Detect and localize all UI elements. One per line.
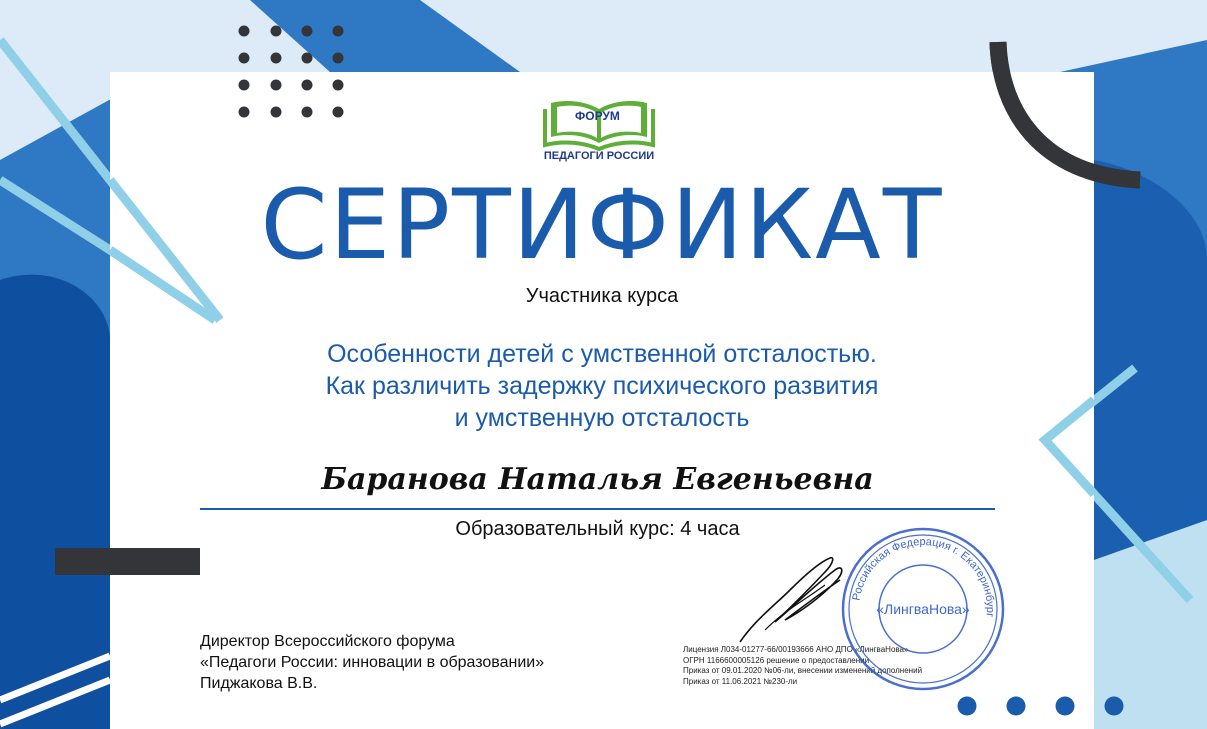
director-signature-block <box>200 631 544 694</box>
license-line: Приказ от 11.06.2021 №230-ли <box>683 676 798 686</box>
course-title-line: Как различить задержку психического развития <box>325 372 879 400</box>
course-title <box>110 338 1094 434</box>
logo-forum-text: ФОРУМ <box>575 109 620 123</box>
certificate-title: СЕРТИФИКАТ <box>260 169 944 281</box>
license-line: ОГРН 1166600005126 решение о предоставлении <box>683 655 870 665</box>
recipient-name: Баранова Наталья Евгеньевна <box>321 462 874 497</box>
course-hours: Образовательный курс: 4 часа <box>455 518 740 540</box>
certificate-subtitle: Участника курса <box>525 285 679 307</box>
course-title-line: и умственную отсталость <box>454 404 750 432</box>
stamp-ring-text: Российская Федерация г. Екатеринбург <box>850 535 997 618</box>
forum-logo <box>537 95 661 165</box>
name-underline <box>200 508 995 510</box>
book-icon <box>537 95 661 151</box>
handwritten-signature <box>735 550 850 650</box>
logo-brand-text: ПЕДАГОГИ РОССИИ <box>543 150 655 162</box>
pale-blue-shape <box>420 0 1207 72</box>
stamp-center-text: «ЛингваНова» <box>876 601 970 617</box>
director-line: Директор Всероссийского форума <box>200 633 455 650</box>
official-stamp <box>838 524 1008 694</box>
license-line: Приказ от 09.01.2020 №06-ли, внесении изменений дополнений <box>683 666 923 675</box>
license-line: Лицензия Л034-01277-66/00193666 АНО ДПО «ЛингваНова» <box>683 645 909 654</box>
dark-blue-shape <box>1094 160 1207 560</box>
director-line: «Педагоги России: инновации в образовании» <box>200 654 545 671</box>
director-name: Пиджакова В.В. <box>200 675 318 692</box>
course-title-line: Особенности детей с умственной отсталостью. <box>327 340 877 368</box>
